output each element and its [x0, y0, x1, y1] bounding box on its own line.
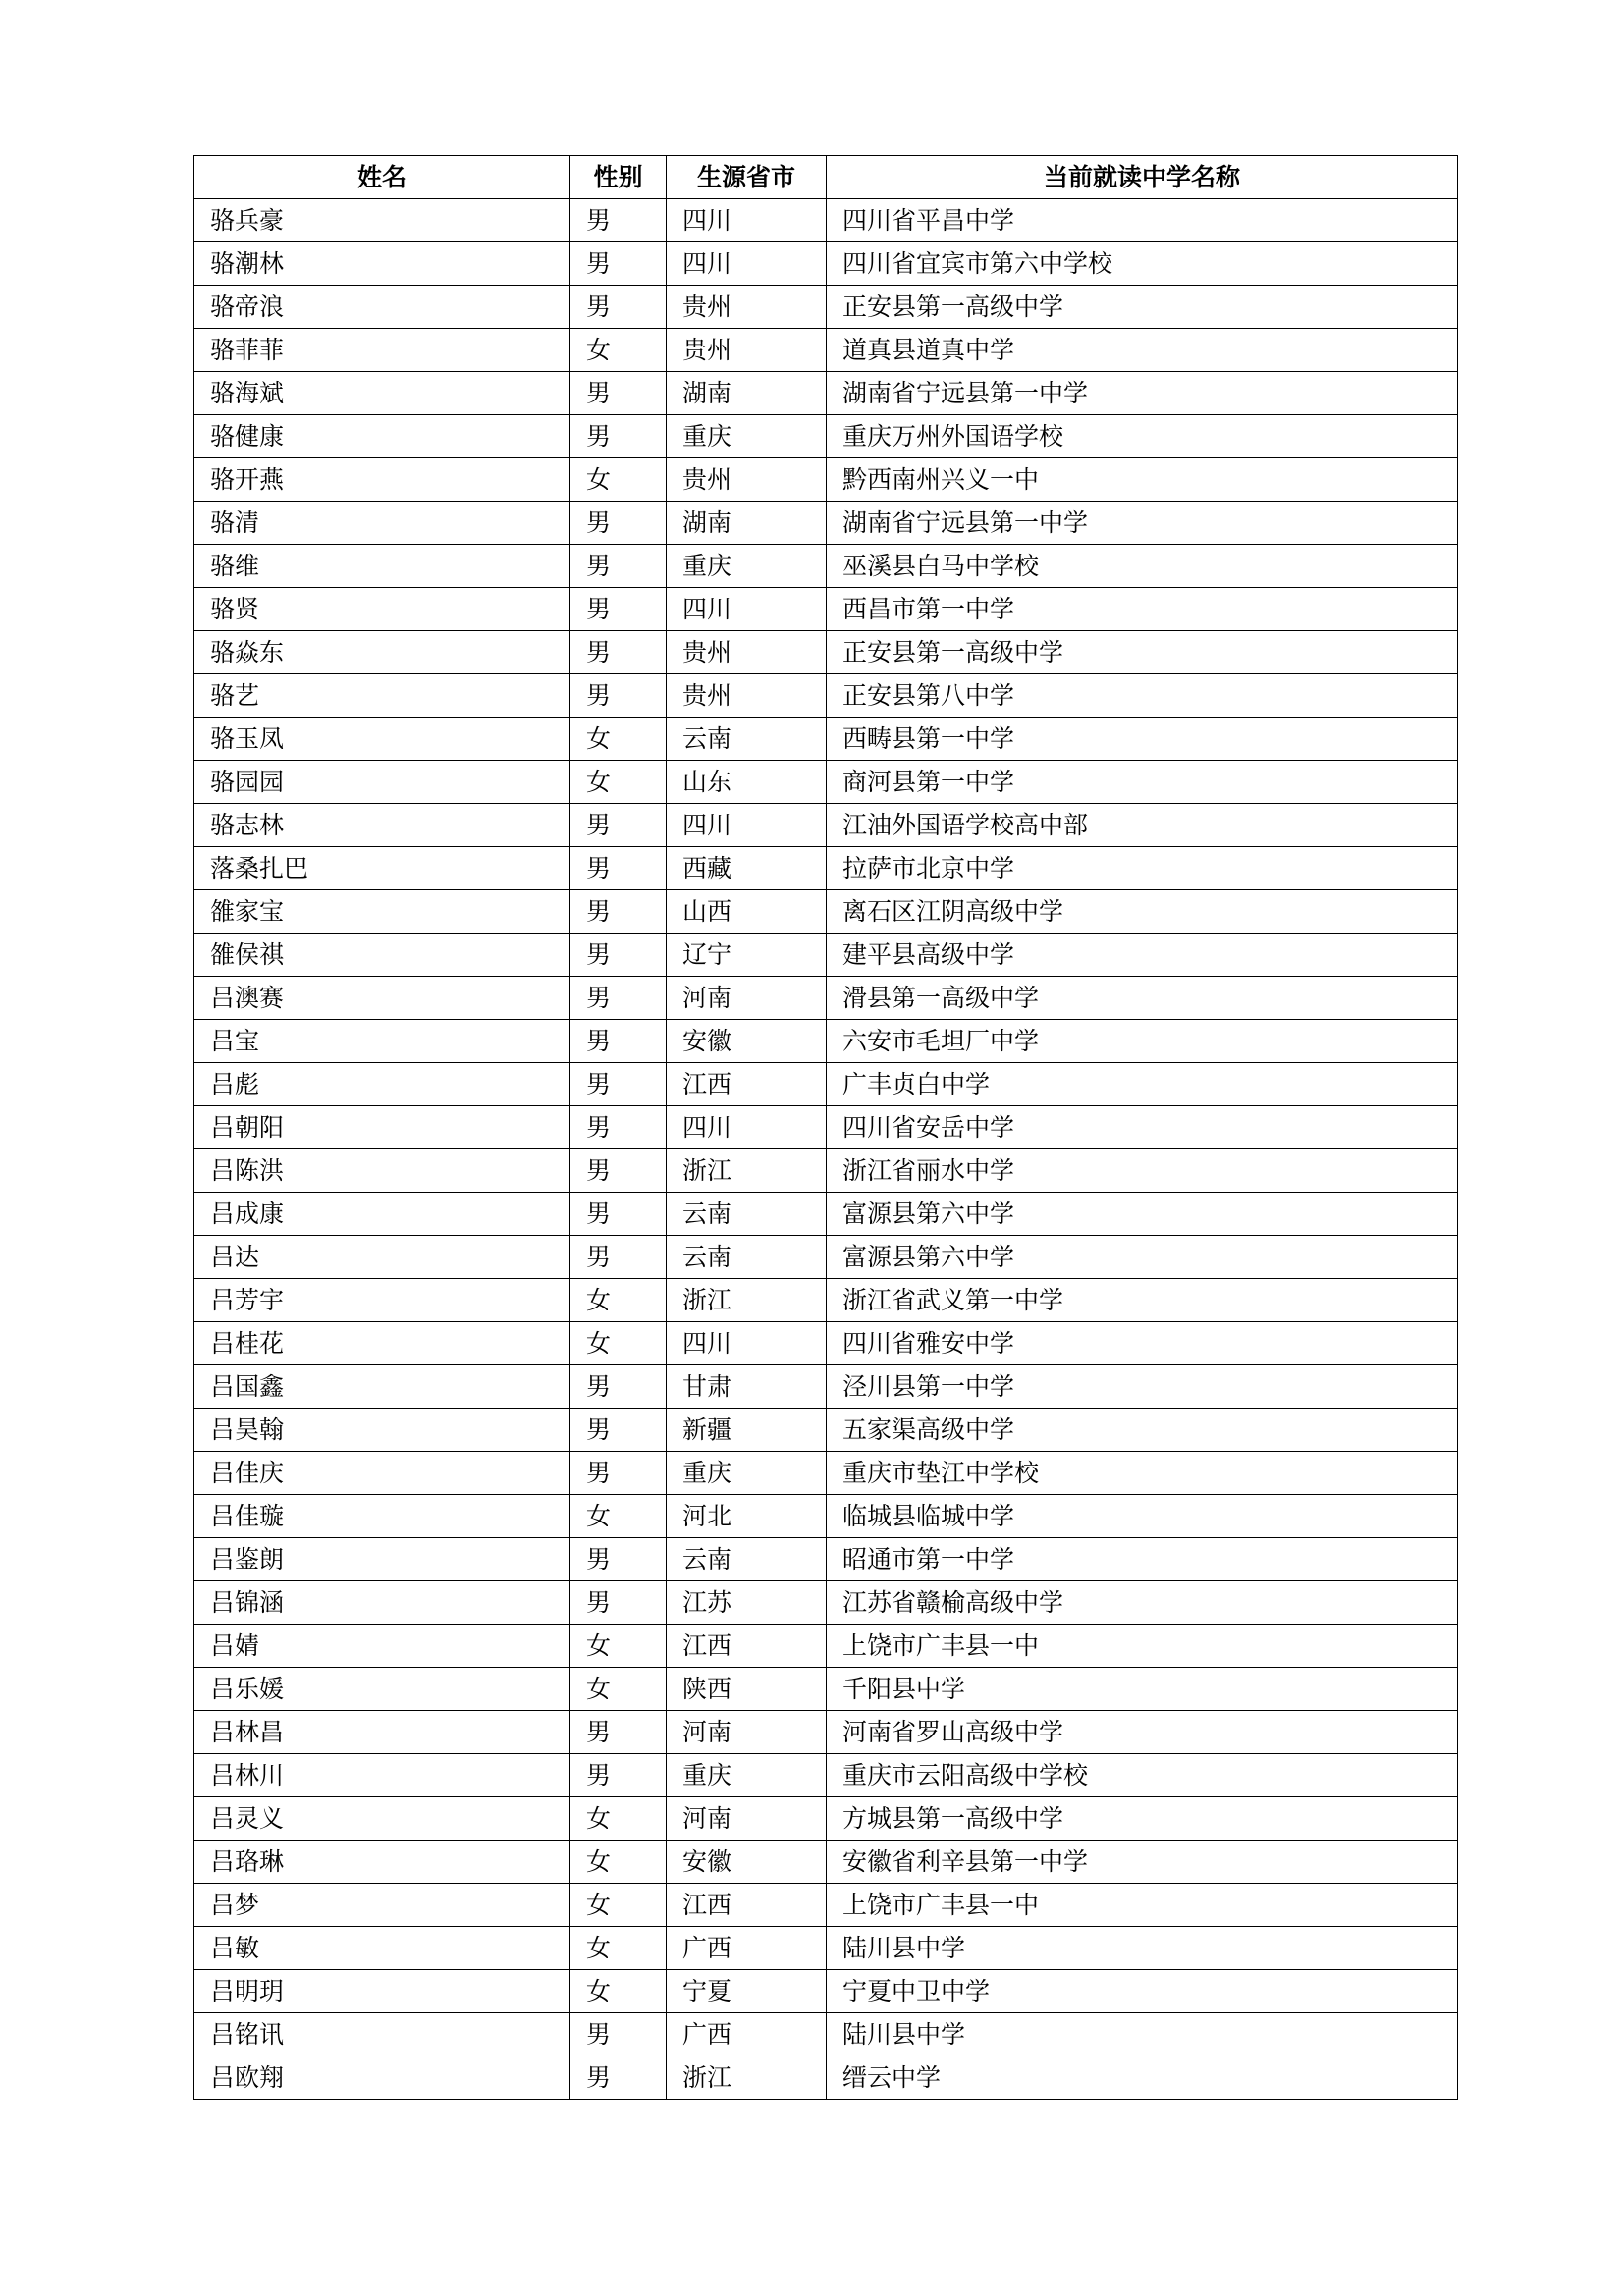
cell-province: 宁夏: [667, 1970, 827, 2013]
cell-school: 河南省罗山高级中学: [827, 1711, 1458, 1754]
cell-name: 吕澳赛: [194, 977, 570, 1020]
table-row: [194, 1279, 1458, 1322]
table-row: [194, 761, 1458, 804]
cell-province: 四川: [667, 1106, 827, 1149]
cell-gender: 男: [570, 804, 667, 847]
cell-school: 富源县第六中学: [827, 1193, 1458, 1236]
table-row: [194, 804, 1458, 847]
cell-province: 贵州: [667, 329, 827, 372]
cell-school: 泾川县第一中学: [827, 1365, 1458, 1409]
cell-province: 江西: [667, 1063, 827, 1106]
cell-school: 西畴县第一中学: [827, 718, 1458, 761]
cell-school: 巫溪县白马中学校: [827, 545, 1458, 588]
cell-gender: 男: [570, 1754, 667, 1797]
cell-gender: 男: [570, 1236, 667, 1279]
cell-province: 河南: [667, 1711, 827, 1754]
cell-name: 吕芳宇: [194, 1279, 570, 1322]
table-row: [194, 242, 1458, 286]
cell-school: 商河县第一中学: [827, 761, 1458, 804]
cell-name: 骆海斌: [194, 372, 570, 415]
cell-school: 宁夏中卫中学: [827, 1970, 1458, 2013]
table-row: [194, 1841, 1458, 1884]
table-row: [194, 415, 1458, 458]
cell-gender: 男: [570, 631, 667, 674]
cell-gender: 男: [570, 502, 667, 545]
table-row: [194, 372, 1458, 415]
cell-province: 四川: [667, 588, 827, 631]
table-row: [194, 1193, 1458, 1236]
cell-gender: 女: [570, 1841, 667, 1884]
cell-name: 吕朝阳: [194, 1106, 570, 1149]
cell-province: 云南: [667, 718, 827, 761]
table-row: [194, 1409, 1458, 1452]
cell-province: 江西: [667, 1884, 827, 1927]
cell-name: 吕珞琳: [194, 1841, 570, 1884]
cell-school: 重庆市云阳高级中学校: [827, 1754, 1458, 1797]
cell-school: 四川省雅安中学: [827, 1322, 1458, 1365]
table-row: [194, 1625, 1458, 1668]
cell-name: 骆艺: [194, 674, 570, 718]
cell-name: 吕鉴朗: [194, 1538, 570, 1581]
cell-school: 滑县第一高级中学: [827, 977, 1458, 1020]
cell-gender: 男: [570, 1365, 667, 1409]
cell-province: 安徽: [667, 1020, 827, 1063]
cell-school: 浙江省武义第一中学: [827, 1279, 1458, 1322]
cell-school: 离石区江阴高级中学: [827, 890, 1458, 934]
cell-gender: 男: [570, 890, 667, 934]
cell-name: 吕林川: [194, 1754, 570, 1797]
cell-province: 浙江: [667, 1149, 827, 1193]
table-row: [194, 1322, 1458, 1365]
cell-province: 江西: [667, 1625, 827, 1668]
cell-name: 吕林昌: [194, 1711, 570, 1754]
cell-province: 广西: [667, 1927, 827, 1970]
cell-province: 浙江: [667, 2056, 827, 2100]
cell-school: 临城县临城中学: [827, 1495, 1458, 1538]
cell-province: 云南: [667, 1193, 827, 1236]
cell-school: 安徽省利辛县第一中学: [827, 1841, 1458, 1884]
cell-gender: 女: [570, 1625, 667, 1668]
cell-gender: 女: [570, 1927, 667, 1970]
cell-name: 骆维: [194, 545, 570, 588]
table-row: [194, 1970, 1458, 2013]
cell-school: 四川省安岳中学: [827, 1106, 1458, 1149]
cell-gender: 男: [570, 1063, 667, 1106]
cell-province: 云南: [667, 1538, 827, 1581]
cell-province: 湖南: [667, 372, 827, 415]
table-row: [194, 718, 1458, 761]
table-row: [194, 1365, 1458, 1409]
cell-school: 建平县高级中学: [827, 934, 1458, 977]
table-row: [194, 458, 1458, 502]
cell-name: 吕达: [194, 1236, 570, 1279]
cell-school: 黔西南州兴义一中: [827, 458, 1458, 502]
cell-province: 四川: [667, 804, 827, 847]
table-row: [194, 1495, 1458, 1538]
table-row: [194, 199, 1458, 242]
cell-name: 骆菲菲: [194, 329, 570, 372]
cell-gender: 男: [570, 2056, 667, 2100]
cell-school: 陆川县中学: [827, 2013, 1458, 2056]
cell-province: 辽宁: [667, 934, 827, 977]
cell-name: 吕婧: [194, 1625, 570, 1668]
cell-gender: 女: [570, 1797, 667, 1841]
table-row: [194, 1020, 1458, 1063]
cell-province: 浙江: [667, 1279, 827, 1322]
cell-province: 贵州: [667, 286, 827, 329]
cell-name: 吕陈洪: [194, 1149, 570, 1193]
header-province: 生源省市: [667, 156, 827, 199]
cell-school: 上饶市广丰县一中: [827, 1884, 1458, 1927]
table-row: [194, 890, 1458, 934]
cell-gender: 男: [570, 1409, 667, 1452]
cell-gender: 女: [570, 1668, 667, 1711]
cell-school: 六安市毛坦厂中学: [827, 1020, 1458, 1063]
cell-name: 雒家宝: [194, 890, 570, 934]
table-row: [194, 588, 1458, 631]
cell-gender: 男: [570, 1452, 667, 1495]
cell-name: 骆玉凤: [194, 718, 570, 761]
table-row: [194, 1711, 1458, 1754]
cell-province: 山东: [667, 761, 827, 804]
cell-school: 上饶市广丰县一中: [827, 1625, 1458, 1668]
cell-name: 吕锦涵: [194, 1581, 570, 1625]
cell-name: 骆志林: [194, 804, 570, 847]
cell-gender: 女: [570, 761, 667, 804]
cell-province: 重庆: [667, 1754, 827, 1797]
cell-school: 江油外国语学校高中部: [827, 804, 1458, 847]
cell-gender: 男: [570, 1020, 667, 1063]
table-header-row: [194, 156, 1458, 199]
cell-province: 广西: [667, 2013, 827, 2056]
cell-school: 重庆市垫江中学校: [827, 1452, 1458, 1495]
cell-name: 骆焱东: [194, 631, 570, 674]
cell-name: 骆帝浪: [194, 286, 570, 329]
cell-school: 广丰贞白中学: [827, 1063, 1458, 1106]
cell-school: 缙云中学: [827, 2056, 1458, 2100]
cell-name: 吕昊翰: [194, 1409, 570, 1452]
cell-name: 吕铭讯: [194, 2013, 570, 2056]
cell-school: 陆川县中学: [827, 1927, 1458, 1970]
cell-gender: 男: [570, 977, 667, 1020]
cell-school: 四川省宜宾市第六中学校: [827, 242, 1458, 286]
cell-gender: 男: [570, 847, 667, 890]
cell-gender: 男: [570, 1581, 667, 1625]
cell-province: 四川: [667, 1322, 827, 1365]
cell-school: 正安县第一高级中学: [827, 631, 1458, 674]
table-row: [194, 1452, 1458, 1495]
cell-school: 昭通市第一中学: [827, 1538, 1458, 1581]
cell-school: 方城县第一高级中学: [827, 1797, 1458, 1841]
table-row: [194, 1063, 1458, 1106]
table-row: [194, 1236, 1458, 1279]
table-row: [194, 286, 1458, 329]
cell-name: 吕乐媛: [194, 1668, 570, 1711]
cell-name: 吕敏: [194, 1927, 570, 1970]
cell-gender: 男: [570, 545, 667, 588]
table-row: [194, 502, 1458, 545]
cell-school: 浙江省丽水中学: [827, 1149, 1458, 1193]
table-row: [194, 545, 1458, 588]
cell-province: 河南: [667, 977, 827, 1020]
cell-name: 骆健康: [194, 415, 570, 458]
cell-gender: 男: [570, 1149, 667, 1193]
cell-province: 西藏: [667, 847, 827, 890]
cell-name: 骆开燕: [194, 458, 570, 502]
cell-province: 江苏: [667, 1581, 827, 1625]
cell-province: 安徽: [667, 1841, 827, 1884]
table-row: [194, 631, 1458, 674]
cell-gender: 女: [570, 458, 667, 502]
cell-school: 西昌市第一中学: [827, 588, 1458, 631]
table-row: [194, 1927, 1458, 1970]
table-row: [194, 1884, 1458, 1927]
table-row: [194, 674, 1458, 718]
cell-name: 吕佳庆: [194, 1452, 570, 1495]
cell-name: 骆清: [194, 502, 570, 545]
cell-gender: 女: [570, 718, 667, 761]
cell-name: 骆兵豪: [194, 199, 570, 242]
cell-name: 落桑扎巴: [194, 847, 570, 890]
table-row: [194, 1668, 1458, 1711]
cell-gender: 男: [570, 415, 667, 458]
cell-gender: 男: [570, 674, 667, 718]
cell-school: 道真县道真中学: [827, 329, 1458, 372]
cell-province: 重庆: [667, 1452, 827, 1495]
cell-school: 湖南省宁远县第一中学: [827, 372, 1458, 415]
table-row: [194, 1797, 1458, 1841]
cell-school: 正安县第八中学: [827, 674, 1458, 718]
cell-gender: 女: [570, 1279, 667, 1322]
cell-gender: 男: [570, 1538, 667, 1581]
cell-name: 吕梦: [194, 1884, 570, 1927]
cell-name: 吕佳璇: [194, 1495, 570, 1538]
cell-province: 河北: [667, 1495, 827, 1538]
cell-gender: 女: [570, 1495, 667, 1538]
cell-name: 吕桂花: [194, 1322, 570, 1365]
cell-province: 重庆: [667, 545, 827, 588]
cell-school: 千阳县中学: [827, 1668, 1458, 1711]
cell-gender: 男: [570, 1106, 667, 1149]
cell-name: 骆贤: [194, 588, 570, 631]
cell-school: 富源县第六中学: [827, 1236, 1458, 1279]
cell-province: 陕西: [667, 1668, 827, 1711]
table-body: [194, 199, 1458, 2100]
cell-gender: 男: [570, 588, 667, 631]
cell-name: 吕欧翔: [194, 2056, 570, 2100]
cell-gender: 男: [570, 372, 667, 415]
table-row: [194, 1538, 1458, 1581]
cell-name: 吕灵义: [194, 1797, 570, 1841]
cell-name: 吕明玥: [194, 1970, 570, 2013]
cell-name: 骆潮林: [194, 242, 570, 286]
header-school: 当前就读中学名称: [827, 156, 1458, 199]
cell-school: 四川省平昌中学: [827, 199, 1458, 242]
cell-province: 甘肃: [667, 1365, 827, 1409]
table-row: [194, 977, 1458, 1020]
cell-gender: 男: [570, 934, 667, 977]
cell-school: 正安县第一高级中学: [827, 286, 1458, 329]
cell-name: 骆园园: [194, 761, 570, 804]
cell-gender: 男: [570, 286, 667, 329]
cell-school: 五家渠高级中学: [827, 1409, 1458, 1452]
cell-gender: 女: [570, 329, 667, 372]
cell-name: 吕宝: [194, 1020, 570, 1063]
cell-gender: 男: [570, 199, 667, 242]
cell-province: 贵州: [667, 631, 827, 674]
table-row: [194, 1581, 1458, 1625]
table-row: [194, 329, 1458, 372]
cell-gender: 女: [570, 1970, 667, 2013]
cell-province: 贵州: [667, 458, 827, 502]
cell-province: 四川: [667, 199, 827, 242]
student-roster-table: [193, 155, 1458, 2100]
cell-school: 拉萨市北京中学: [827, 847, 1458, 890]
cell-name: 吕成康: [194, 1193, 570, 1236]
header-gender: 性别: [570, 156, 667, 199]
cell-name: 吕彪: [194, 1063, 570, 1106]
cell-province: 山西: [667, 890, 827, 934]
table-row: [194, 1149, 1458, 1193]
cell-province: 新疆: [667, 1409, 827, 1452]
table-row: [194, 2013, 1458, 2056]
cell-province: 四川: [667, 242, 827, 286]
cell-gender: 男: [570, 242, 667, 286]
table-row: [194, 1106, 1458, 1149]
cell-province: 云南: [667, 1236, 827, 1279]
cell-gender: 男: [570, 1711, 667, 1754]
table-row: [194, 2056, 1458, 2100]
cell-province: 河南: [667, 1797, 827, 1841]
table-row: [194, 1754, 1458, 1797]
cell-school: 江苏省赣榆高级中学: [827, 1581, 1458, 1625]
cell-province: 贵州: [667, 674, 827, 718]
table-row: [194, 847, 1458, 890]
cell-name: 吕国鑫: [194, 1365, 570, 1409]
cell-province: 重庆: [667, 415, 827, 458]
header-name: 姓名: [194, 156, 570, 199]
table-row: [194, 934, 1458, 977]
cell-school: 重庆万州外国语学校: [827, 415, 1458, 458]
cell-gender: 男: [570, 1193, 667, 1236]
cell-gender: 女: [570, 1884, 667, 1927]
cell-province: 湖南: [667, 502, 827, 545]
cell-school: 湖南省宁远县第一中学: [827, 502, 1458, 545]
cell-name: 雒侯祺: [194, 934, 570, 977]
cell-gender: 男: [570, 2013, 667, 2056]
cell-gender: 女: [570, 1322, 667, 1365]
